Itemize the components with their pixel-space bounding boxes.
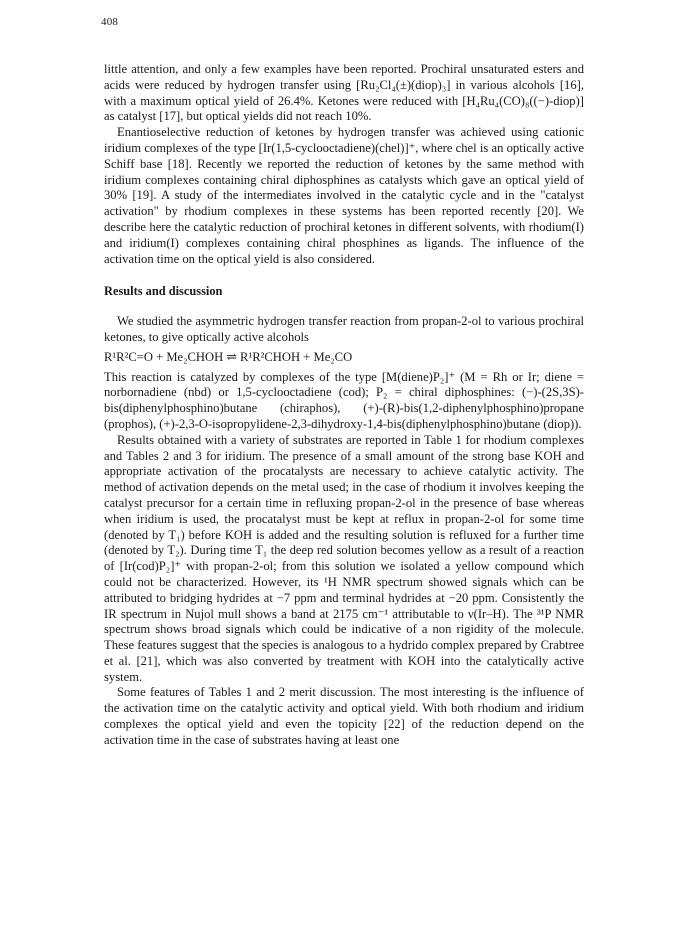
section-heading: Results and discussion [104,284,223,299]
page-number: 408 [101,16,119,28]
body-paragraph: Results obtained with a variety of substrates are reported in Table 1 for rhodium complexes and Tables 2 and 3 for iridium. The presence of a small amount of the strong base KOH and appropriate activation of the procatalysts are necessary to achieve catalytic activity. The method of activation depends on the metal used; in the case of rhodium it involves keeping the catalyst precursor for a certain time in refluxing propan-2-ol in the presence of base whereas when iridium is used, the procatalyst must be kept at reflux in propan-2-ol for some time (denoted by T₁) before KOH is added and the resulting solution is refluxed for a further time (denoted by T₂). During time T₁ the deep red solution becomes yellow as a result of a reaction of [Ir(cod)P₂]⁺ with propan-2-ol; from this solution we isolated a yellow compound which could not be characterized. However, its ¹H NMR spectrum showed signals which can be attributed to bridging hydrides at −7 ppm and terminal hydrides at −20 ppm. Consistently the IR spectrum in Nujol mull shows a band at 2175 cm⁻¹ attributable to ν(Ir–H). The ³¹P NMR spectrum shows broad signals which could be indicative of a non rigidity of the molecule. These features suggest that the species is analogous to a hydrido complex prepared by Crabtree et al. [21], which was also converted by treatment with KOH into the catalytically active system. [104,432,584,684]
body-paragraph: little attention, and only a few examples have been reported. Prochiral unsaturated esters and acids were reduced by hydrogen transfer using [Ru₂Cl₄(±)(diop)₃] in various alcohols [16], with a maximum optical yield of 26.4%. Ketones were reduced with [H₄Ru₄(CO)₈((−)-diop)] as catalyst [17], but optical yields did not reach 10%. [104,62,584,124]
body-paragraph: Enantioselective reduction of ketones by hydrogen transfer was achieved using cationic iridium complexes of the type [Ir(1,5-cyclooctadiene)(chel)]⁺, where chel is an optically active Schiff base [18]. Recently we reported the reduction of ketones by the same method with iridium complexes containing chiral diphosphines as catalysts which gave an optical yield of 30% [19]. A study of the intermediates involved in the catalytic cycle and in the "catalyst activation" by rhodium complexes in these systems has been reported recently [20]. We describe here the catalytic reduction of prochiral ketones in different solvents, with rhodium(I) and iridium(I) complexes containing chiral phosphines as ligands. The influence of the activation time on the optical yield is also considered. [104,125,584,266]
text-column [104,62,584,749]
reaction-equation: R¹R²C=O + Me₂CHOH ⇌ R¹R²CHOH + Me₂CO [104,349,353,364]
body-paragraph: This reaction is catalyzed by complexes of the type [M(diene)P₂]⁺ (M = Rh or Ir; diene = norbornadiene (nbd) or 1,5-cyclooctadiene (cod); P₂ = chiral diphosphines: (−)-(2S,3S)-bis(diphenylphosphino)butane (chiraphos), (+)-(R)-bis(1,2-diphenylphosphino)propane (prophos), (+)-2,3-O-isopropylidene-2,3-dihydroxy-1,4-bis(diphenylphosphino)butane (diop)). [104,369,584,431]
body-paragraph: Some features of Tables 1 and 2 merit discussion. The most interesting is the influence of the activation time on the catalytic activity and optical yield. With both rhodium and iridium complexes the optical yield and even the topicity [22] of the reduction depend on the activation time in the case of substrates having at least one [104,685,584,747]
body-paragraph: We studied the asymmetric hydrogen transfer reaction from propan-2-ol to various prochiral ketones, to give optically active alcohols [104,314,584,344]
